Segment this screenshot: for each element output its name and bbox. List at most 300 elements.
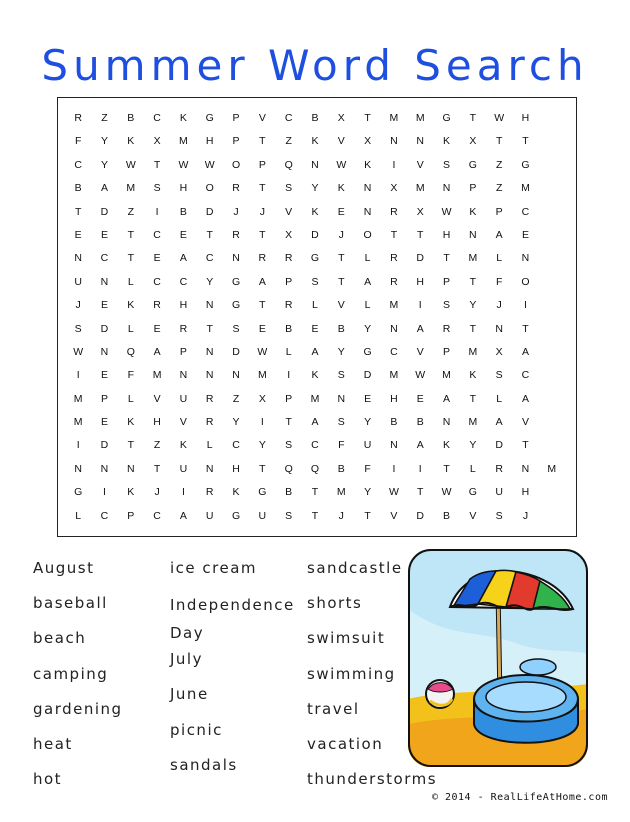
grid-letter: N	[205, 462, 214, 475]
grid-letter: M	[179, 135, 188, 148]
grid-letter: Z	[495, 158, 503, 171]
grid-letter: K	[337, 182, 345, 195]
grid-letter: U	[495, 486, 503, 499]
grid-letter: F	[74, 135, 82, 148]
grid-letter: V	[179, 416, 187, 429]
grid-letter: U	[179, 462, 188, 475]
grid-letter: T	[338, 252, 345, 265]
grid-letter: N	[390, 135, 398, 148]
grid-letter: D	[495, 439, 503, 452]
grid-letter: C	[179, 275, 188, 288]
grid-letter	[539, 341, 565, 364]
grid-letter: C	[232, 439, 240, 452]
grid-letter: R	[232, 228, 240, 241]
beach-umbrella-illustration	[408, 549, 588, 767]
grid-letter: B	[179, 205, 187, 218]
grid-letter: G	[468, 486, 477, 499]
grid-letter	[539, 481, 565, 504]
grid-letter: V	[469, 509, 477, 522]
grid-letter: X	[258, 392, 266, 405]
grid-letter: D	[232, 345, 240, 358]
grid-letter: V	[153, 392, 161, 405]
grid-letter: P	[100, 392, 108, 405]
grid-letter: X	[153, 135, 161, 148]
grid-letter: K	[127, 135, 135, 148]
grid-letter: M	[415, 182, 425, 195]
grid-letter	[539, 177, 565, 200]
grid-letter: A	[495, 228, 503, 241]
grid-letter: A	[311, 416, 319, 429]
grid-letter: T	[259, 182, 266, 195]
grid-letter: X	[337, 112, 345, 124]
grid-letter: P	[179, 345, 187, 358]
grid-letter: T	[338, 275, 345, 288]
grid-letter: V	[337, 299, 345, 312]
grid-letter: V	[416, 345, 424, 358]
grid-letter: D	[416, 252, 425, 265]
grid-letter: W	[441, 486, 452, 499]
grid-letter: K	[179, 439, 187, 452]
grid-letter: D	[363, 369, 372, 382]
grid-letter	[539, 318, 565, 341]
grid-letter: O	[205, 182, 214, 195]
grid-letter: T	[259, 228, 266, 241]
grid-letter: I	[524, 299, 527, 312]
grid-letter: L	[469, 462, 476, 475]
grid-letter: V	[258, 112, 266, 124]
grid-letter: M	[73, 392, 83, 405]
grid-letter: D	[205, 205, 214, 218]
grid-letter: H	[179, 299, 188, 312]
grid-letter: R	[205, 416, 214, 429]
grid-letter: R	[442, 322, 451, 335]
grid-letter: Y	[469, 299, 477, 312]
word-item: Day	[170, 624, 205, 643]
grid-letter: P	[127, 509, 135, 522]
grid-letter: M	[389, 369, 399, 382]
grid-letter: S	[495, 509, 503, 522]
grid-letter: B	[337, 322, 345, 335]
grid-letter: T	[127, 228, 134, 241]
grid-letter: N	[495, 322, 503, 335]
grid-letter: W	[204, 158, 215, 171]
grid-letter: I	[76, 439, 80, 452]
grid-letter: P	[285, 275, 293, 288]
grid-letter: N	[205, 369, 214, 382]
grid-letter: I	[103, 486, 106, 499]
grid-letter: K	[443, 135, 451, 148]
word-item: June	[170, 685, 209, 704]
grid-letter: T	[259, 462, 266, 475]
grid-letter: C	[521, 369, 530, 382]
word-item: sandals	[170, 755, 238, 774]
grid-letter: E	[74, 228, 82, 241]
grid-letter: N	[205, 345, 214, 358]
grid-letter: C	[153, 112, 161, 124]
grid-letter: E	[416, 392, 424, 405]
grid-letter: P	[469, 182, 477, 195]
grid-letter: Z	[495, 182, 503, 195]
grid-letter: P	[258, 158, 266, 171]
grid-letter: Y	[337, 345, 345, 358]
grid-letter: Y	[206, 275, 214, 288]
grid-letter: D	[311, 228, 319, 241]
grid-letter: S	[285, 509, 293, 522]
grid-letter: H	[416, 275, 425, 288]
grid-letter: T	[522, 439, 529, 452]
grid-letter: I	[418, 462, 422, 475]
grid-letter: N	[74, 462, 82, 475]
grid-letter: T	[259, 135, 266, 148]
grid-letter: Q	[126, 345, 135, 358]
grid-letter: D	[416, 509, 425, 522]
grid-letter: M	[310, 392, 320, 405]
grid-letter	[539, 411, 565, 434]
grid-letter: H	[390, 392, 398, 405]
grid-letter: L	[364, 299, 371, 312]
word-item: July	[170, 650, 203, 669]
grid-letter: H	[521, 486, 530, 499]
grid-letter: T	[364, 509, 371, 522]
grid-letter: T	[206, 228, 213, 241]
grid-letter: X	[495, 345, 503, 358]
word-item: August	[33, 559, 95, 577]
word-item: beach	[33, 629, 87, 648]
grid-letter	[539, 201, 565, 224]
grid-letter: R	[179, 322, 188, 335]
grid-letter: C	[153, 509, 161, 522]
grid-letter: T	[417, 228, 424, 241]
grid-letter: L	[127, 392, 134, 405]
grid-letter	[539, 130, 565, 153]
grid-letter: B	[416, 416, 424, 429]
grid-letter: S	[311, 275, 319, 288]
grid-letter: N	[232, 369, 240, 382]
grid-letter: S	[285, 439, 293, 452]
grid-letter: M	[415, 112, 425, 124]
grid-letter	[539, 294, 565, 317]
word-item: ice cream	[170, 559, 258, 577]
grid-letter: L	[496, 252, 503, 265]
grid-letter: K	[469, 369, 477, 382]
grid-letter: Y	[364, 416, 372, 429]
grid-letter: T	[127, 439, 134, 452]
grid-letter: T	[206, 322, 213, 335]
grid-letter: M	[152, 369, 162, 382]
grid-letter: K	[179, 112, 187, 124]
grid-letter: R	[495, 462, 503, 475]
grid-letter: N	[100, 462, 109, 475]
grid-letter: W	[494, 112, 505, 124]
grid-letter: M	[389, 299, 399, 312]
grid-letter: S	[337, 416, 345, 429]
grid-letter: E	[100, 369, 108, 382]
word-item: shorts	[307, 594, 363, 613]
grid-letter: R	[284, 252, 293, 265]
grid-letter: N	[390, 322, 398, 335]
grid-letter: V	[285, 205, 293, 218]
grid-letter: H	[521, 112, 530, 124]
grid-letter: G	[231, 275, 241, 288]
grid-letter: T	[127, 252, 134, 265]
grid-letter: C	[521, 205, 530, 218]
grid-letter	[539, 154, 565, 177]
grid-letter: T	[153, 158, 161, 171]
grid-letter: J	[259, 205, 265, 218]
grid-letter: X	[469, 135, 477, 148]
grid-letter: N	[179, 369, 188, 382]
grid-letter: N	[363, 182, 372, 195]
grid-letter	[539, 388, 565, 411]
copyright-text: © 2014 - RealLifeAtHome.com	[431, 792, 608, 803]
grid-letter: P	[443, 345, 451, 358]
grid-letter: J	[338, 509, 344, 522]
word-item: camping	[33, 664, 109, 683]
grid-letter: M	[336, 486, 346, 499]
grid-letter: I	[418, 299, 422, 312]
grid-letter: N	[442, 182, 451, 195]
grid-letter: M	[126, 182, 136, 195]
grid-letter: N	[74, 252, 82, 265]
grid-letter: E	[311, 322, 319, 335]
grid-letter: J	[233, 205, 239, 218]
word-item: picnic	[170, 720, 223, 739]
grid-letter: E	[100, 416, 108, 429]
grid-letter: K	[127, 299, 135, 312]
grid-letter: Q	[310, 462, 320, 475]
grid-letter: G	[310, 252, 320, 265]
grid-letter: B	[285, 486, 293, 499]
grid-letter: Y	[100, 158, 108, 171]
grid-letter: T	[522, 322, 529, 335]
grid-letter: K	[127, 486, 135, 499]
grid-letter: F	[127, 369, 134, 382]
grid-letter: D	[100, 322, 109, 335]
grid-letter: K	[232, 486, 240, 499]
grid-letter: G	[231, 509, 241, 522]
grid-letter: S	[153, 182, 161, 195]
word-item: swimsuit	[307, 629, 386, 648]
grid-letter: W	[415, 369, 426, 382]
grid-letter: N	[363, 205, 372, 218]
word-list-column-2	[170, 556, 295, 788]
grid-letter: E	[100, 228, 108, 241]
grid-letter: R	[390, 205, 398, 218]
grid-letter: J	[522, 509, 529, 522]
word-item: sandcastle	[307, 559, 403, 577]
grid-letter: R	[284, 299, 293, 312]
grid-letter: N	[232, 252, 240, 265]
grid-letter: S	[443, 299, 451, 312]
grid-letter: L	[206, 439, 213, 452]
grid-letter: Y	[100, 135, 108, 148]
grid-letter: Z	[153, 439, 161, 452]
grid-letter: N	[521, 462, 530, 475]
grid-letter: Y	[364, 486, 372, 499]
grid-letter: H	[153, 416, 161, 429]
grid-letter: B	[74, 182, 82, 195]
grid-letter: Q	[284, 462, 293, 475]
grid-letter	[539, 247, 565, 270]
grid-letter	[539, 107, 565, 130]
grid-letter: U	[363, 439, 372, 452]
grid-letter: H	[442, 228, 451, 241]
grid-letter: P	[443, 275, 451, 288]
grid-letter: O	[363, 228, 372, 241]
grid-letter: C	[205, 252, 214, 265]
grid-letter: A	[416, 439, 424, 452]
grid-letter: S	[285, 182, 293, 195]
grid-letter: T	[417, 486, 424, 499]
grid-letter: W	[178, 158, 189, 171]
grid-letter: P	[285, 392, 293, 405]
grid-letter: J	[75, 299, 81, 312]
grid-letter: N	[100, 275, 109, 288]
grid-letter: R	[258, 252, 267, 265]
grid-letter: N	[205, 299, 214, 312]
grid-letter: J	[338, 228, 344, 241]
grid-letter: Y	[469, 439, 477, 452]
grid-letter: R	[390, 275, 398, 288]
grid-letter: Z	[232, 392, 240, 405]
grid-letter: U	[179, 392, 188, 405]
grid-letter: K	[311, 369, 319, 382]
grid-letter: W	[336, 158, 347, 171]
grid-letter: W	[441, 205, 452, 218]
grid-letter: N	[100, 345, 109, 358]
grid-letter: T	[522, 135, 529, 148]
grid-letter: F	[364, 462, 371, 475]
grid-letter: L	[127, 322, 134, 335]
grid-letter: T	[259, 299, 266, 312]
grid-letter: B	[311, 112, 319, 124]
grid-letter: W	[257, 345, 268, 358]
grid-letter	[539, 364, 565, 387]
grid-letter: A	[521, 392, 529, 405]
grid-letter: F	[338, 439, 345, 452]
grid-letter: Z	[101, 112, 108, 124]
grid-letter: N	[337, 392, 346, 405]
letter-grid	[65, 107, 565, 528]
grid-letter: J	[154, 486, 160, 499]
grid-letter: C	[153, 228, 161, 241]
grid-letter: T	[469, 322, 477, 335]
grid-letter: K	[311, 135, 319, 148]
grid-letter: E	[337, 205, 345, 218]
grid-letter: H	[232, 462, 240, 475]
grid-letter: N	[126, 462, 135, 475]
grid-letter: Z	[127, 205, 134, 218]
word-item: swimming	[307, 664, 396, 683]
grid-letter: M	[468, 416, 478, 429]
grid-letter: S	[337, 369, 345, 382]
grid-letter: A	[100, 182, 108, 195]
grid-letter: X	[416, 205, 424, 218]
grid-letter: M	[389, 112, 399, 124]
grid-letter: W	[125, 158, 136, 171]
grid-letter: C	[153, 275, 161, 288]
grid-letter: X	[390, 182, 398, 195]
grid-letter: I	[76, 369, 80, 382]
grid-letter: G	[442, 112, 451, 124]
grid-letter: Y	[258, 439, 266, 452]
grid-letter: T	[285, 416, 292, 429]
grid-letter: E	[364, 392, 372, 405]
grid-letter: E	[521, 228, 529, 241]
grid-letter: I	[392, 462, 396, 475]
grid-letter: O	[521, 275, 530, 288]
grid-letter: Y	[364, 322, 372, 335]
grid-letter: L	[127, 275, 134, 288]
grid-letter: N	[469, 228, 477, 241]
grid-letter	[539, 224, 565, 247]
grid-letter: G	[363, 345, 372, 358]
grid-letter: E	[100, 299, 108, 312]
grid-letter: G	[521, 158, 530, 171]
grid-letter: R	[205, 486, 214, 499]
grid-letter: R	[232, 182, 240, 195]
grid-letter: M	[257, 369, 267, 382]
grid-letter: A	[179, 509, 187, 522]
grid-letter: M	[521, 182, 530, 195]
grid-letter: K	[311, 205, 319, 218]
word-item: vacation	[307, 734, 384, 753]
grid-letter: V	[416, 158, 424, 171]
word-item: thunderstorms	[307, 770, 438, 789]
grid-letter: A	[258, 275, 266, 288]
grid-letter: A	[416, 322, 424, 335]
grid-letter: T	[443, 252, 450, 265]
grid-letter: U	[74, 275, 82, 288]
word-list-column-1	[33, 556, 123, 802]
grid-letter: S	[495, 369, 503, 382]
word-item: Independence	[170, 596, 295, 615]
grid-letter: T	[74, 205, 82, 218]
grid-letter: B	[390, 416, 398, 429]
grid-letter: Y	[311, 182, 319, 195]
grid-letter: I	[155, 205, 159, 218]
grid-letter: S	[232, 322, 240, 335]
grid-letter: F	[495, 275, 503, 288]
grid-letter: L	[312, 299, 318, 312]
grid-letter: I	[287, 369, 291, 382]
grid-letter: M	[547, 462, 557, 475]
word-item: travel	[307, 699, 360, 718]
grid-letter: T	[153, 462, 161, 475]
grid-letter: N	[311, 158, 319, 171]
grid-letter: L	[364, 252, 371, 265]
grid-letter: P	[232, 135, 240, 148]
grid-letter: U	[258, 509, 267, 522]
grid-letter: B	[127, 112, 135, 124]
grid-letter: E	[258, 322, 266, 335]
grid-letter: G	[258, 486, 267, 499]
grid-letter: L	[496, 392, 503, 405]
grid-letter: S	[74, 322, 82, 335]
grid-letter: A	[521, 345, 529, 358]
grid-letter: E	[179, 228, 187, 241]
grid-letter	[539, 271, 565, 294]
grid-letter: T	[469, 392, 477, 405]
grid-letter: C	[74, 158, 82, 171]
grid-letter: C	[311, 439, 319, 452]
grid-letter: H	[205, 135, 214, 148]
grid-letter: A	[179, 252, 187, 265]
grid-letter: G	[205, 112, 214, 124]
grid-letter: V	[390, 509, 398, 522]
grid-letter: S	[443, 158, 451, 171]
grid-letter: V	[521, 416, 529, 429]
